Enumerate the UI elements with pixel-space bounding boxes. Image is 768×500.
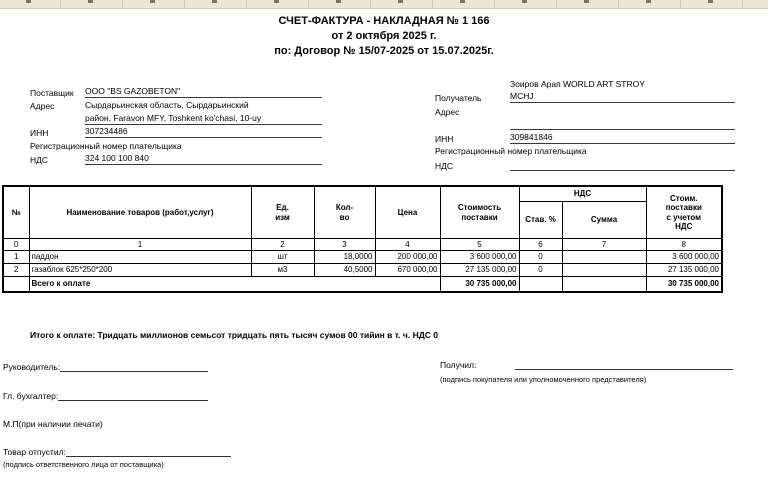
th-total-with-vat: Стоим. поставки с учетом НДС [646,186,722,239]
cell-price: 670 000,00 [375,264,440,277]
supplier-reg-label: Регистрационный номер плательщика [30,140,182,151]
buyer-label: Получатель [435,93,482,103]
th-price: Цена [375,186,440,239]
cell-name: паддон [29,251,251,264]
document-title [0,14,768,59]
cell-unit: м3 [251,264,314,277]
released-note: (подпись ответственного лица от поставщика) [3,460,164,469]
cell-vat-rate: 0 [519,251,562,264]
title-line-1: СЧЕТ-ФАКТУРА - НАКЛАДНАЯ № 1 166 [278,15,490,27]
supplier-vat-label: НДС [30,155,49,165]
supplier-block [30,84,322,165]
table-header-row-1 [3,186,722,202]
buyer-vat-label: НДС [435,160,454,171]
released-signature-line [66,447,231,457]
cell-name: газаблок 625*250*200 [29,264,251,277]
th-vat-group: НДС [519,186,646,202]
buyer-reg-row [435,144,735,158]
supplier-vat: 324 100 100 840 [85,153,322,165]
idx-1: 1 [29,239,251,251]
buyer-name-line1: Зоиров Арап WORLD ART STROY [510,78,645,89]
total-label: Всего к оплате [29,277,440,293]
released-signature [3,447,231,457]
column-index-row [3,239,722,251]
cell-qty: 40,5000 [314,264,375,277]
buyer-vat [510,159,735,171]
buyer-address-row2 [435,117,735,131]
toolbar-strip[interactable] [0,0,768,9]
received-signature [440,360,733,370]
cell-supply: 3 600 000,00 [440,251,519,264]
buyer-reg-label: Регистрационный номер плательщика [435,146,587,156]
buyer-address-label: Адрес [435,106,460,117]
total-vat-rate [519,277,562,293]
received-label: Получил: [440,360,477,370]
buyer-name-row2 [435,90,735,104]
idx-2: 2 [251,239,314,251]
idx-7: 7 [562,239,646,251]
supplier-inn-label: ИНН [30,128,49,138]
supplier-address-row2 [30,111,322,125]
supplier-inn-row [30,125,322,139]
stamp-label: М.П(при наличии печати) [3,419,103,429]
idx-3: 3 [314,239,375,251]
idx-5: 5 [440,239,519,251]
supplier-address-label: Адрес [30,101,55,111]
director-signature-line [60,362,208,372]
buyer-inn: 309841846 [510,132,735,144]
director-signature [3,362,208,372]
cell-with-vat: 3 600 000,00 [646,251,722,264]
cell-unit: шт [251,251,314,264]
idx-8: 8 [646,239,722,251]
idx-4: 4 [375,239,440,251]
supplier-name-row [30,84,322,98]
table-row [3,264,722,277]
total-supply: 30 735 000,00 [440,277,519,293]
cell-with-vat: 27 135 000,00 [646,264,722,277]
th-vat-sum: Сумма [562,202,646,239]
buyer-name-line2: MCHJ [510,91,735,103]
cell-vat-rate: 0 [519,264,562,277]
th-supply-cost: Стоимость поставки [440,186,519,239]
accountant-label: Гл. бухгалтер: [3,391,59,401]
accountant-signature [3,391,208,401]
th-qty: Кол- во [314,186,375,239]
table-row [3,251,722,264]
received-note: (подпись покупателя или уполномоченного представителя) [440,375,647,384]
cell-vat-sum [562,264,646,277]
cell-num: 2 [3,264,29,277]
supplier-address-line1: Сырдарьинская область, Сырдарьинский [85,100,249,110]
supplier-name: ООО "BS GAZOBETON" [85,86,322,98]
th-num: № [3,186,29,239]
cell-vat-sum [562,251,646,264]
title-line-3: по: Договор № 15/07-2025 от 15.07.2025г. [274,45,494,57]
received-signature-line [515,360,733,370]
cell-qty: 18,0000 [314,251,375,264]
supplier-reg-row [30,138,322,152]
th-vat-rate: Став. % [519,202,562,239]
cell-num: 1 [3,251,29,264]
buyer-address [510,106,735,117]
supplier-address-row [30,98,322,112]
buyer-address-row [435,103,735,117]
invoice-table [2,185,723,293]
accountant-signature-line [58,391,208,401]
buyer-name-row1 [435,76,735,90]
released-label: Товар отпустил: [3,447,66,457]
idx-0: 0 [3,239,29,251]
cell-supply: 27 135 000,00 [440,264,519,277]
supplier-vat-row [30,152,322,166]
buyer-inn-row [435,130,735,144]
supplier-inn: 307234486 [85,126,322,138]
idx-6: 6 [519,239,562,251]
buyer-inn-label: ИНН [435,133,454,144]
cell-price: 200 000,00 [375,251,440,264]
th-unit: Ед. изм [251,186,314,239]
total-vat-sum [562,277,646,293]
total-with-vat: 30 735 000,00 [646,277,722,293]
director-label: Руководитель: [3,362,61,372]
amount-in-words: Итого к оплате: Тридцать миллионов семьсот тридцать пять тысяч сумов 00 тийин в т. ч. НДС 0 [30,330,438,340]
supplier-address-line2: район, Faravon MFY, Toshkent ko'chasi, 10-uy [85,113,322,125]
buyer-block [435,76,735,171]
table-total-row [3,277,722,293]
th-name: Наименование товаров (работ,услуг) [29,186,251,239]
title-line-2: от 2 октября 2025 г. [331,30,437,42]
buyer-vat-row [435,157,735,171]
supplier-label: Поставщик [30,87,74,98]
